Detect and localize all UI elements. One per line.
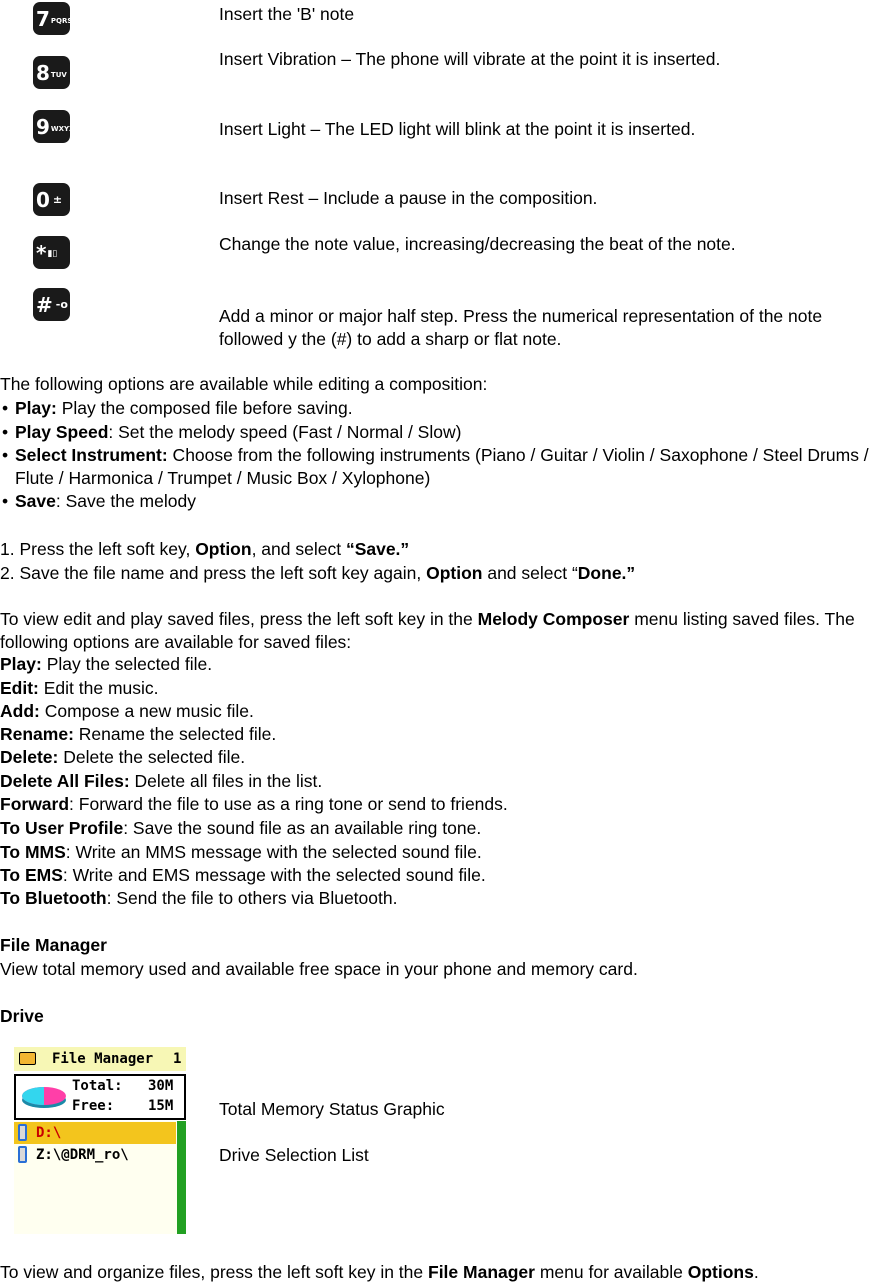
total-value: 30M: [148, 1078, 174, 1094]
key-digit: 8: [36, 60, 50, 85]
key-letters: ▮▯: [47, 249, 58, 259]
free-value: 15M: [148, 1098, 174, 1114]
screen-title-bar: [14, 1047, 186, 1071]
bullet: •: [2, 398, 9, 418]
screen-title: File Manager: [52, 1051, 154, 1067]
footer-part: To view and organize files, press the left soft key in the: [0, 1262, 428, 1282]
item-text: Compose a new music file.: [39, 701, 254, 721]
item-text: Play the selected file.: [41, 654, 213, 674]
saved-item-delete: [0, 746, 245, 769]
key-star: [33, 236, 70, 269]
item-text: : Save the sound file as an available ring tone.: [123, 818, 482, 838]
item-text: Choose from the following instruments (Piano / Guitar / Violin / Saxophone / Steel Drums / Flute / Harmonica / Trumpet / Music Box / Xylophone): [15, 445, 869, 488]
intro-text: menu listing saved files. The following options are available for saved files:: [0, 609, 855, 652]
bullet: •: [2, 491, 9, 511]
item-label: Play:: [15, 398, 57, 418]
item-label: Edit:: [0, 678, 39, 698]
item-text: Play the composed file before saving.: [56, 398, 353, 418]
item-text: : Write and EMS message with the selected sound file.: [62, 865, 486, 885]
key-7: [33, 2, 73, 35]
key-star-desc: Change the note value, increasing/decreasing the beat of the note.: [219, 234, 736, 254]
key-digit: *: [36, 240, 47, 265]
key-0-desc: Insert Rest – Include a pause in the composition.: [219, 188, 598, 208]
item-label: To User Profile: [0, 818, 124, 838]
item-label: Save: [15, 491, 56, 511]
step-save: “Save.”: [345, 539, 410, 559]
footer-part: .: [753, 1262, 759, 1282]
file-manager-heading: File Manager: [0, 935, 107, 955]
key-9: [33, 110, 75, 143]
item-label: Play Speed: [15, 422, 109, 442]
step-option: Option: [195, 539, 252, 559]
bullet: •: [2, 445, 9, 465]
key-letters: WXYZ: [50, 125, 75, 133]
key-digit: 9: [36, 114, 50, 139]
saved-intro: [0, 608, 860, 654]
phone-icon: [18, 1124, 27, 1141]
item-label: To Bluetooth: [0, 888, 107, 908]
step-option: Option: [426, 563, 483, 583]
melody-composer-label: Melody Composer: [477, 609, 630, 629]
options-label: Options: [687, 1262, 754, 1282]
intro-text: To view edit and play saved files, press the left soft key in the: [0, 609, 478, 629]
key-8-desc: Insert Vibration – The phone will vibrate at the point it is inserted.: [219, 49, 721, 69]
key-letters: TUV: [50, 71, 67, 79]
item-text: Rename the selected file.: [73, 724, 277, 744]
step-text: 1. Press the left soft key,: [0, 539, 196, 559]
saved-item-user-profile: [0, 817, 481, 840]
file-manager-label: File Manager: [428, 1262, 535, 1282]
key-letters: -o: [55, 298, 68, 311]
key-hash-desc: Add a minor or major half step. Press the numerical representation of the note followed y the (#) to add a sharp or flat note.: [219, 306, 823, 349]
step-1: [0, 538, 409, 561]
item-text: : Save the melody: [55, 491, 196, 511]
key-8: [33, 56, 70, 89]
item-label: Delete:: [0, 747, 59, 767]
item-label: Play:: [0, 654, 42, 674]
saved-item-forward: [0, 793, 508, 816]
key-7-desc: Insert the 'B' note: [219, 4, 355, 24]
step-text: and select “: [482, 563, 578, 583]
key-digit: #: [36, 292, 53, 317]
saved-item-play: [0, 653, 212, 676]
saved-item-bluetooth: [0, 887, 397, 910]
step-done: Done.”: [577, 563, 636, 583]
item-label: Select Instrument:: [15, 445, 168, 465]
item-text: Edit the music.: [38, 678, 159, 698]
key-digit: 0: [36, 187, 50, 212]
footer-text: [0, 1261, 759, 1284]
total-label: Total:: [72, 1078, 123, 1094]
folder-icon: [19, 1052, 36, 1065]
step-text: , and select: [251, 539, 346, 559]
scrollbar[interactable]: [177, 1121, 186, 1234]
memory-status-panel: [14, 1074, 186, 1120]
saved-item-delete-all: [0, 770, 322, 793]
footer-part: menu for available: [534, 1262, 688, 1282]
bullet: •: [2, 422, 9, 442]
item-label: Add:: [0, 701, 40, 721]
key-digit: 7: [36, 6, 50, 31]
item-label: Forward: [0, 794, 70, 814]
item-label: To EMS: [0, 865, 63, 885]
file-manager-screen: [14, 1047, 186, 1234]
free-label: Free:: [72, 1098, 115, 1114]
step-text: 2. Save the file name and press the left soft key again,: [0, 563, 427, 583]
saved-item-ems: [0, 864, 486, 887]
item-text: : Forward the file to use as a ring tone or send to friends.: [69, 794, 508, 814]
file-manager-desc: View total memory used and available free space in your phone and memory card.: [0, 959, 638, 979]
item-text: Delete the selected file.: [58, 747, 246, 767]
memory-pie-icon: [19, 1082, 69, 1112]
screen-page-number: 1: [173, 1051, 182, 1067]
item-label: Rename:: [0, 724, 74, 744]
saved-item-rename: [0, 723, 276, 746]
item-label: To MMS: [0, 842, 66, 862]
phone-icon: [18, 1146, 27, 1163]
item-text: : Set the melody speed (Fast / Normal / Slow): [108, 422, 462, 442]
drive-item-z[interactable]: Z:\@DRM_ro\: [36, 1147, 129, 1163]
key-9-desc: Insert Light – The LED light will blink at the point it is inserted.: [219, 119, 696, 139]
drive-item-d[interactable]: D:\: [36, 1125, 62, 1141]
callout-drive-list: Drive Selection List: [219, 1145, 369, 1165]
item-text: : Write an MMS message with the selected sound file.: [65, 842, 482, 862]
callout-memory-status: Total Memory Status Graphic: [219, 1099, 445, 1119]
saved-item-edit: [0, 677, 159, 700]
item-text: Delete all files in the list.: [129, 771, 323, 791]
saved-item-mms: [0, 841, 482, 864]
item-label: Delete All Files:: [0, 771, 130, 791]
step-2: [0, 562, 635, 585]
saved-item-add: [0, 700, 254, 723]
key-letters: ±: [52, 193, 63, 206]
item-text: : Send the file to others via Bluetooth.: [106, 888, 398, 908]
editing-intro: The following options are available while editing a composition:: [0, 374, 488, 394]
key-hash: [33, 288, 70, 321]
drive-heading: Drive: [0, 1006, 44, 1026]
key-0: [33, 183, 70, 216]
key-letters: PQRS: [50, 17, 73, 25]
